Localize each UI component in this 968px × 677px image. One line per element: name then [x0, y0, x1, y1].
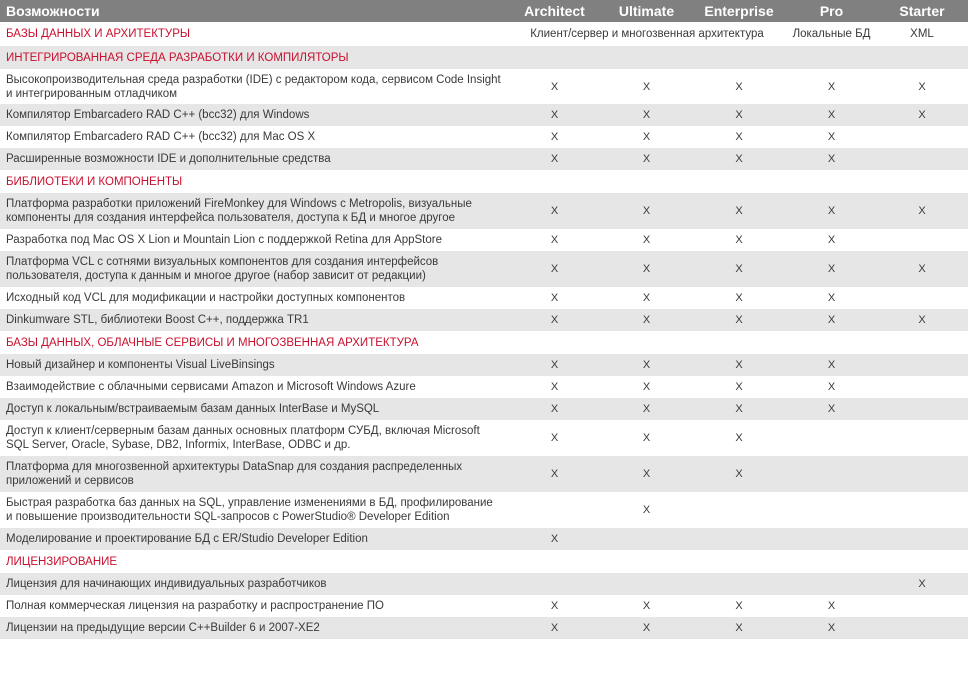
- cell-architect: X: [550, 234, 559, 246]
- cell-architect: X: [550, 80, 559, 93]
- cell-ultimate: [602, 573, 691, 595]
- cell-enterprise: [691, 528, 787, 550]
- cell-architect: X: [550, 432, 559, 444]
- table-row: [0, 420, 968, 456]
- table-row: [0, 251, 968, 287]
- table-row: [0, 229, 968, 251]
- cell-pro: [787, 573, 876, 595]
- cell-architect: X: [550, 468, 559, 480]
- cell-starter: X: [918, 578, 926, 590]
- cell-pro: [787, 420, 876, 456]
- cell-ultimate: X: [642, 504, 651, 516]
- section-header: [0, 46, 968, 69]
- cell-pro: X: [827, 403, 836, 415]
- cell-enterprise: X: [735, 359, 743, 371]
- feature-label: Моделирование и проектирование БД с ER/Studio Developer Edition: [6, 533, 368, 545]
- cell-enterprise: X: [735, 468, 743, 480]
- cell-pro: X: [827, 131, 836, 143]
- cell-pro: X: [827, 263, 836, 275]
- cell-architect: X: [550, 359, 559, 371]
- cell-pro: X: [827, 359, 836, 371]
- cell-enterprise: X: [735, 314, 743, 326]
- feature-label: Доступ к клиент/серверным базам данных основных платформ СУБД, включая Microsoft SQL Server, Oracle, Sybase, DB2, Informix, InterBase, ODBC и др.: [6, 425, 480, 451]
- cell-architect: X: [550, 263, 559, 275]
- cell-starter: [876, 456, 968, 492]
- cell-enterprise: X: [735, 292, 743, 304]
- table-row: [0, 287, 968, 309]
- cell-ultimate: X: [642, 109, 651, 121]
- cell-ultimate: X: [642, 600, 651, 612]
- cell-starter: [876, 595, 968, 617]
- header-starter: Starter: [876, 0, 968, 22]
- cell-enterprise: X: [735, 234, 743, 246]
- cell-architect: X: [550, 600, 559, 612]
- cell-pro: X: [827, 314, 836, 326]
- table-row: [0, 492, 968, 528]
- cell-architect: X: [550, 131, 559, 143]
- cell-enterprise: X: [735, 622, 743, 634]
- cell-pro: X: [827, 234, 836, 246]
- cell-architect: [507, 573, 602, 595]
- cell-pro: X: [827, 381, 836, 393]
- cell-starter: X: [918, 205, 926, 217]
- cell-starter: [876, 492, 968, 528]
- cell-starter: [876, 398, 968, 420]
- table-row: [0, 376, 968, 398]
- cell-pro: X: [827, 600, 836, 612]
- cell-ultimate: X: [642, 205, 651, 217]
- cell-architect: X: [550, 153, 559, 165]
- cell-pro: X: [827, 205, 836, 217]
- header-pro: Pro: [787, 0, 876, 22]
- table-row: [0, 69, 968, 104]
- feature-label: Доступ к локальным/встраиваемым базам данных InterBase и MySQL: [6, 403, 380, 415]
- cell-pro: [787, 528, 876, 550]
- section-header: [0, 550, 968, 573]
- section-header: [0, 170, 968, 193]
- feature-label: Исходный код VCL для модификации и настройки доступных компонентов: [6, 292, 406, 304]
- feature-label: Компилятор Embarcadero RAD C++ (bcc32) для Windows: [6, 109, 310, 121]
- feature-label: Dinkumware STL, библиотеки Boost C++, поддержка TR1: [6, 314, 309, 326]
- table-row: [0, 573, 968, 595]
- table-row: [0, 528, 968, 550]
- section-title-ide: ИНТЕГРИРОВАННАЯ СРЕДА РАЗРАБОТКИ И КОМПИЛЯТОРЫ: [6, 51, 349, 64]
- cell-enterprise: X: [735, 205, 743, 217]
- table-row: [0, 309, 968, 331]
- feature-label: Компилятор Embarcadero RAD C++ (bcc32) для Mac OS X: [6, 131, 316, 143]
- cell-starter: [876, 354, 968, 376]
- cell-ultimate: X: [642, 359, 651, 371]
- header-row: [0, 0, 968, 22]
- feature-label: Новый дизайнер и компоненты Visual LiveBinsings: [6, 359, 275, 371]
- cell-ultimate: X: [642, 80, 651, 93]
- cell-starter: [876, 148, 968, 170]
- feature-label: Полная коммерческая лицензия на разработку и распространение ПО: [6, 600, 384, 612]
- cell-pro: X: [827, 109, 836, 121]
- header-enterprise: Enterprise: [691, 0, 787, 22]
- db-architecture-label: БАЗЫ ДАННЫХ И АРХИТЕКТУРЫ: [6, 28, 191, 40]
- feature-label: Расширенные возможности IDE и дополнительные средства: [6, 153, 331, 165]
- cell-ultimate: X: [642, 314, 651, 326]
- cell-enterprise: X: [735, 432, 743, 444]
- cell-enterprise: [691, 573, 787, 595]
- feature-label: Лицензия для начинающих индивидуальных разработчиков: [6, 578, 327, 590]
- cell-pro: X: [827, 80, 836, 93]
- db-architecture-starter: XML: [910, 28, 934, 40]
- table-row: [0, 193, 968, 229]
- cell-architect: X: [550, 403, 559, 415]
- cell-starter: [876, 420, 968, 456]
- cell-ultimate: X: [642, 234, 651, 246]
- cell-starter: [876, 126, 968, 148]
- cell-enterprise: X: [735, 381, 743, 393]
- feature-label: Высокопроизводительная среда разработки (IDE) с редактором кода, сервисом Code Insight и интегрированным отладчиком: [6, 73, 501, 100]
- cell-ultimate: X: [642, 131, 651, 143]
- cell-ultimate: X: [642, 292, 651, 304]
- cell-enterprise: X: [735, 131, 743, 143]
- cell-architect: X: [550, 381, 559, 393]
- table-row: [0, 398, 968, 420]
- feature-label: Разработка под Mac OS X Lion и Mountain Lion с поддержкой Retina для AppStore: [6, 234, 442, 246]
- cell-starter: [876, 287, 968, 309]
- section-title-databases-cloud: БАЗЫ ДАННЫХ, ОБЛАЧНЫЕ СЕРВИСЫ И МНОГОЗВЕННАЯ АРХИТЕКТУРА: [6, 336, 419, 349]
- cell-starter: X: [918, 80, 926, 93]
- cell-enterprise: X: [735, 403, 743, 415]
- cell-pro: [787, 492, 876, 528]
- cell-starter: [876, 229, 968, 251]
- cell-architect: X: [550, 292, 559, 304]
- feature-label: Платформа разработки приложений FireMonkey для Windows с Metropolis, визуальные компоненты для создания интерфейса пользователя, доступа к БД и многое другое: [6, 198, 472, 224]
- cell-starter: [876, 617, 968, 639]
- db-architecture-pro: Локальные БД: [792, 28, 871, 40]
- cell-architect: [507, 492, 602, 528]
- cell-architect: X: [550, 109, 559, 121]
- table-row: [0, 617, 968, 639]
- section-title-licensing: ЛИЦЕНЗИРОВАНИЕ: [6, 555, 118, 568]
- cell-starter: [876, 376, 968, 398]
- header-ultimate: Ultimate: [602, 0, 691, 22]
- cell-ultimate: X: [642, 381, 651, 393]
- section-title-libraries: БИБЛИОТЕКИ И КОМПОНЕНТЫ: [6, 175, 183, 188]
- feature-label: Взаимодействие с облачными сервисами Amazon и Microsoft Windows Azure: [6, 381, 416, 393]
- table-row: [0, 354, 968, 376]
- cell-ultimate: X: [642, 468, 651, 480]
- cell-architect: X: [550, 533, 559, 545]
- cell-starter: [876, 528, 968, 550]
- cell-ultimate: [602, 528, 691, 550]
- table-row: [0, 456, 968, 492]
- cell-enterprise: [691, 492, 787, 528]
- feature-label: Платформа VCL с сотнями визуальных компонентов для создания интерфейсов пользователя, доступа к данным и многое другое (набор зависит от редакции): [6, 256, 439, 282]
- table-row: [0, 104, 968, 126]
- header-architect: Architect: [507, 0, 602, 22]
- cell-ultimate: X: [642, 153, 651, 165]
- cell-starter: X: [918, 314, 926, 326]
- cell-architect: X: [550, 622, 559, 634]
- cell-ultimate: X: [642, 263, 651, 275]
- table-row: [0, 148, 968, 170]
- cell-architect: X: [550, 314, 559, 326]
- cell-pro: X: [827, 622, 836, 634]
- cell-starter: X: [918, 109, 926, 121]
- cell-ultimate: X: [642, 432, 651, 444]
- db-architecture-row: [0, 22, 968, 46]
- cell-starter: X: [918, 263, 926, 275]
- cell-ultimate: X: [642, 622, 651, 634]
- db-architecture-arch-ent: Клиент/сервер и многозвенная архитектура: [530, 28, 764, 40]
- table-row: [0, 126, 968, 148]
- cell-pro: X: [827, 292, 836, 304]
- header-feature: Возможности: [0, 0, 507, 22]
- feature-label: Быстрая разработка баз данных на SQL, управление изменениями в БД, профилирование и повышение производительности SQL-запросов с PowerStudio® Developer Edition: [6, 497, 493, 523]
- section-header: [0, 331, 968, 354]
- feature-label: Лицензии на предыдущие версии C++Builder 6 и 2007-XE2: [6, 622, 320, 634]
- cell-enterprise: X: [735, 263, 743, 275]
- table-row: [0, 595, 968, 617]
- cell-pro: [787, 456, 876, 492]
- cell-pro: X: [827, 153, 836, 165]
- cell-enterprise: X: [735, 600, 743, 612]
- cell-architect: X: [550, 205, 559, 217]
- cell-ultimate: X: [642, 403, 651, 415]
- cell-enterprise: X: [735, 80, 743, 93]
- feature-label: Платформа для многозвенной архитектуры DataSnap для создания распределенных приложений и сервисов: [6, 461, 463, 487]
- cell-enterprise: X: [735, 153, 743, 165]
- cell-enterprise: X: [735, 109, 743, 121]
